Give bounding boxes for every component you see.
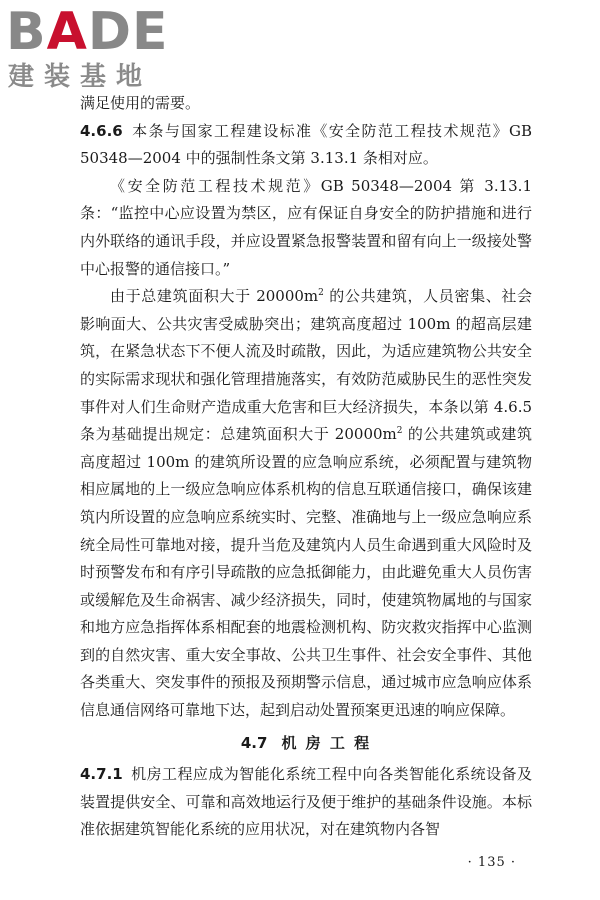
section-number: 4.7 bbox=[240, 733, 268, 752]
logo-letter-a: A bbox=[46, 2, 88, 62]
superscript-2: 2 bbox=[396, 426, 403, 437]
paragraph-continuation: 满足使用的需要。 bbox=[80, 94, 201, 112]
bade-logo bbox=[6, 4, 176, 96]
logo-letters-de: DE bbox=[87, 2, 169, 62]
explanation-text-2: 的公共建筑，人员密集、社会影响面大、公共灾害受威胁突出；建筑高度超过 100m 的超高层建筑，在紧急状态下不便人流及时疏散，因此，为适应建筑物公共安全的实际需求现状和强化管理措施落实，有效防范威胁民生的恶性突发事件对人们生命财产造成重大危害和巨大经济损失，本条以第 4.6.5 条为基础提出规定：总建筑面积大于 20000m bbox=[80, 287, 532, 444]
explanation-text-1: 由于总建筑面积大于 20000m bbox=[110, 287, 319, 306]
clause-number: 4.6.6 bbox=[80, 121, 123, 140]
clause-4-6-6 bbox=[80, 118, 532, 173]
clause-4-7-1 bbox=[80, 761, 532, 844]
logo-wordmark bbox=[6, 4, 169, 60]
clause-number: 4.7.1 bbox=[80, 765, 123, 784]
explanation-paragraph bbox=[80, 283, 532, 725]
section-title-text: 机 房 工 程 bbox=[281, 733, 372, 752]
page-number: · 135 · bbox=[467, 855, 516, 870]
document-body bbox=[80, 90, 532, 844]
clause-text: 本条与国家工程建设标准《安全防范工程技术规范》GB 50348—2004 中的强制性条文第 3.13.1 条相对应。 bbox=[80, 121, 532, 168]
clause-text: 机房工程应成为智能化系统工程中向各类智能化系统设备及装置提供安全、可靠和高效地运行及便于维护的基础条件设施。本标准依据建筑智能化系统的应用状况，对在建筑物内各智 bbox=[80, 765, 532, 839]
superscript-2: 2 bbox=[318, 288, 324, 299]
section-heading bbox=[80, 730, 532, 758]
explanation-text-3: 的公共建筑或建筑高度超过 100m 的建筑所设置的应急响应系统，必须配置与建筑物相应属地的上一级应急响应体系机构的信息互联通信接口，确保该建筑内所设置的应急响应系统实时、完整、准确地与上一级应急响应系统全局性可靠地对接，提升当危及建筑内人员生命遇到重大风险时及时预警发布和有序引导疏散的应急抵御能力，由此避免重大人员伤害或缓解危及生命祸害、减少经济损失，同时，使建筑物属地的与国家和地方应急指挥体系相配套的地震检测机构、防灾救灾指挥中心监测到的自然灾害、重大安全事故、公共卫生事件、社会安全事件、其他各类重大、突发事件的预报及预期警示信息，通过城市应急响应体系信息通信网络可靠地下达，起到启动处置预案更迅速的响应保障。 bbox=[80, 425, 532, 720]
logo-letter-b: B bbox=[6, 2, 47, 62]
logo-subtitle: 建装基地 bbox=[8, 62, 153, 92]
quoted-standard: 《安全防范工程技术规范》GB 50348—2004 第 3.13.1 条：“监控中心应设置为禁区，应有保证自身安全的防护措施和进行内外联络的通讯手段，并应设置紧急报警装置和留有向上一级接处警中心报警的通信接口。” bbox=[80, 176, 532, 278]
